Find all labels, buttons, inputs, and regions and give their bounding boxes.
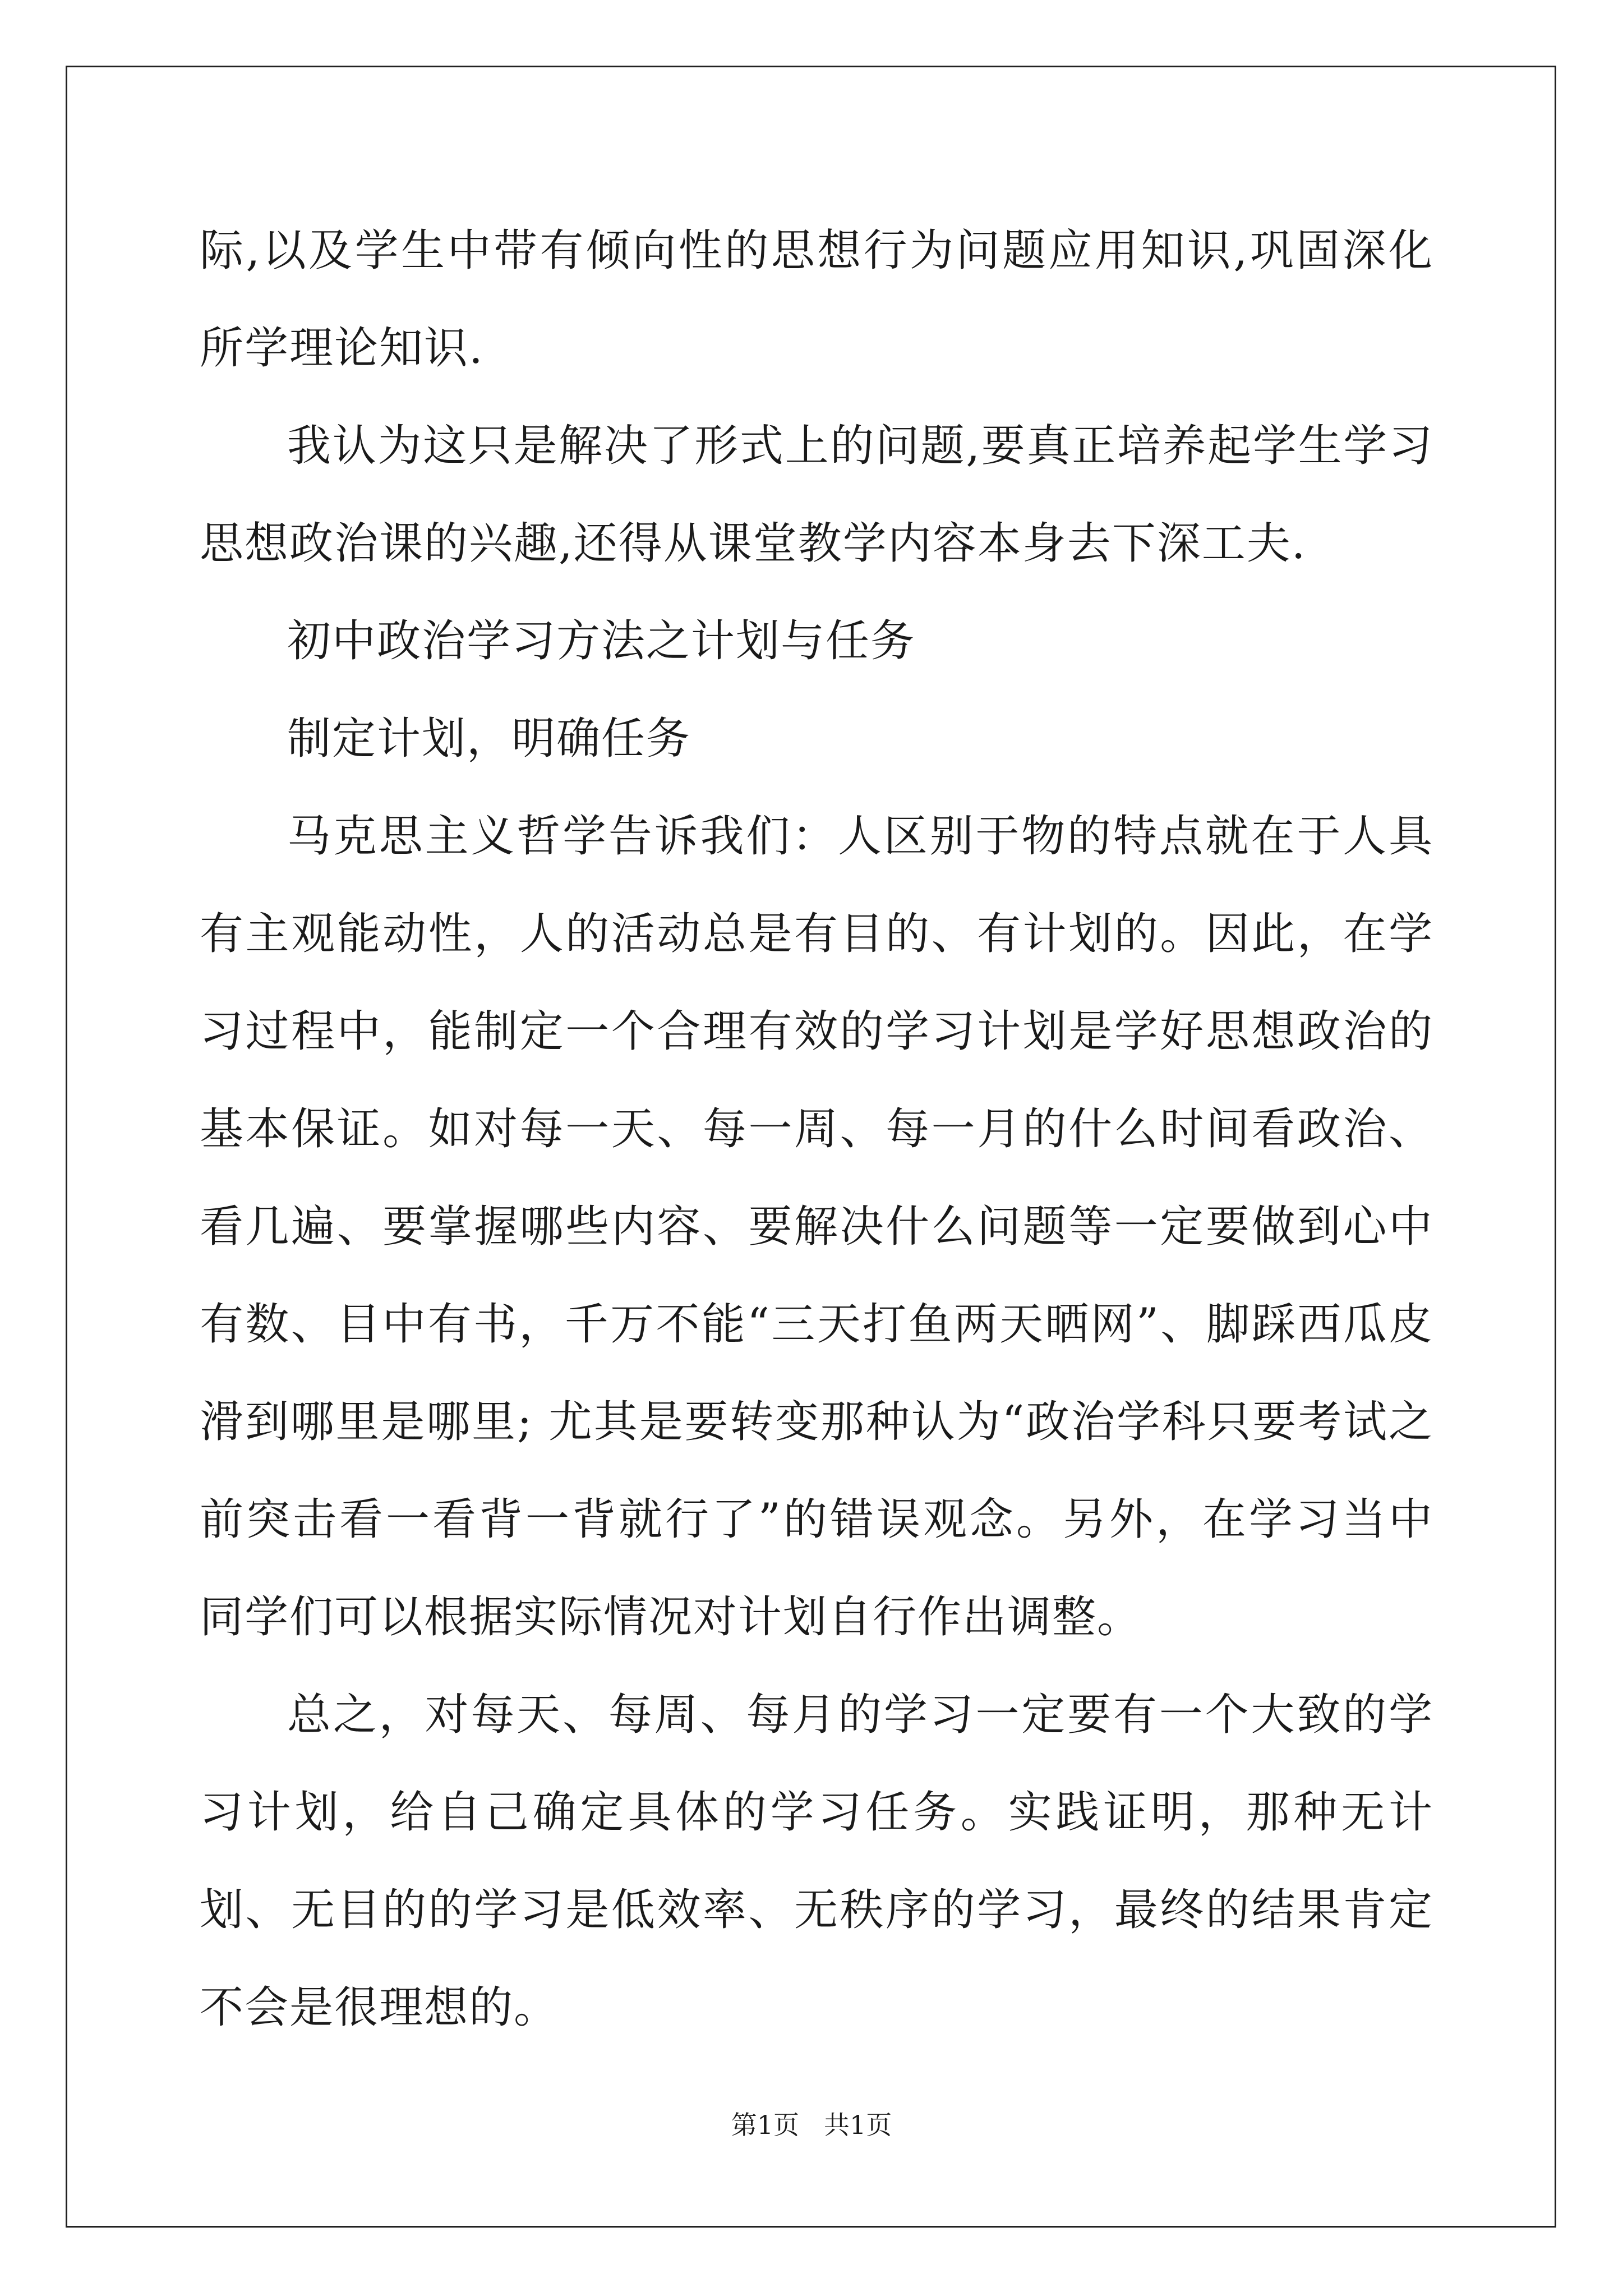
- subsection-heading: 制定计划，明确任务: [287, 714, 691, 764]
- paragraph-marxism: 马克思主义哲学告诉我们：人区别于物的特点就在于人具有主观能动性，人的活动总是有目的、有计划的。因此，在学习过程中，能制定一个合理有效的学习计划是学好思想政治的基本保证。如对每一天、每一周、每一月的什么时间看政治、看几遍、要掌握哪些内容、要解决什么问题等一定要做到心中有数、目中有书，千万不能“三天打鱼两天晒网”、脚踩西瓜皮滑到哪里是哪里; 尤其是要转变那种认为“政治学科只要考试之前突击看一看背一背就行了”的错误观念。另外，在学习当中同学们可以根据实际情况对计划自行作出调整。: [200, 811, 1433, 1642]
- page-total: 共1页: [823, 2110, 892, 2140]
- section-heading: 初中政治学习方法之计划与任务: [287, 616, 916, 666]
- document-body: [200, 202, 1433, 2056]
- paragraph-opinion: 我认为这只是解决了形式上的问题,要真正培养起学生学习思想政治课的兴趣,还得从课堂教学内容本身去下深工夫.: [200, 421, 1433, 569]
- paragraph-summary: 总之，对每天、每周、每月的学习一定要有一个大致的学习计划，给自己确定具体的学习任务。实践证明，那种无计划、无目的的学习是低效率、无秩序的学习，最终的结果肯定不会是很理想的。: [200, 1690, 1433, 2033]
- page-number: 第1页: [731, 2110, 800, 2140]
- paragraph-continuation: 际,以及学生中带有倾向性的思想行为问题应用知识,巩固深化所学理论知识.: [200, 226, 1433, 374]
- page-footer: [0, 2108, 1623, 2142]
